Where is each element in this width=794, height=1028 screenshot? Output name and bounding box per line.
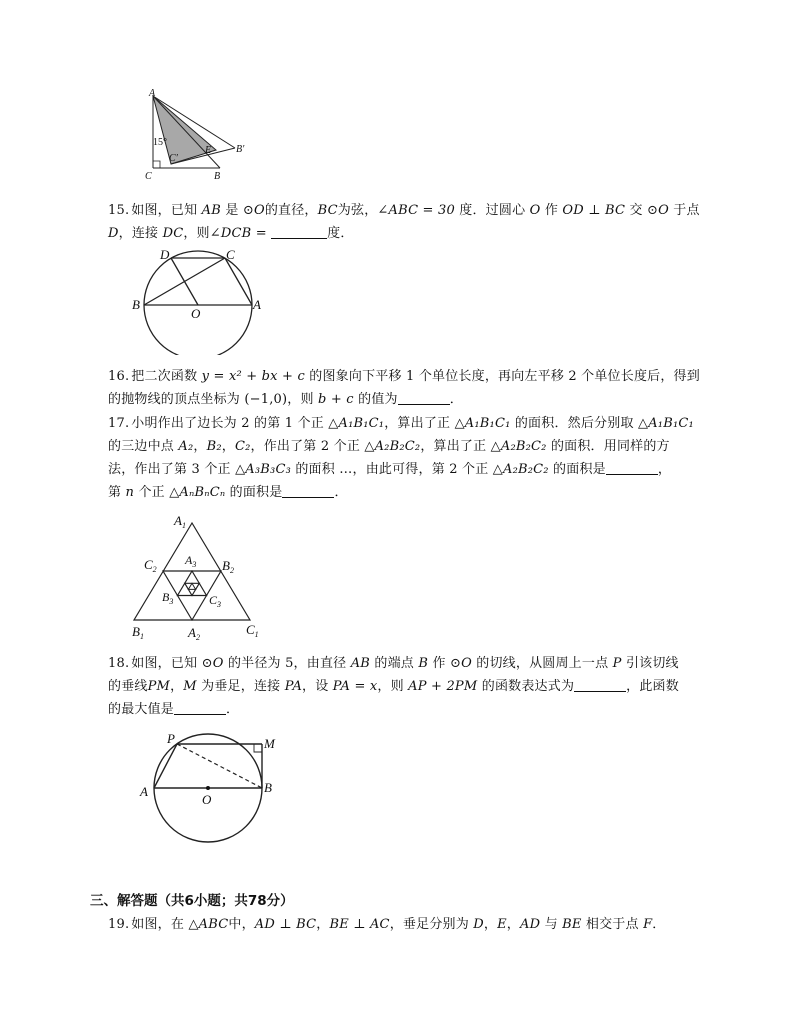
math: ∠DCB =	[209, 226, 267, 241]
label-b: B	[214, 171, 221, 182]
math: AD ⊥ BC	[254, 917, 317, 932]
label-c2: $C_2$	[144, 557, 157, 574]
label-a1: $A_1$	[174, 513, 186, 530]
text: 如图，已知	[131, 656, 198, 671]
math: PA = x	[332, 679, 378, 694]
text: ，算出了正	[420, 439, 487, 454]
label-d: D	[160, 247, 170, 262]
math: OD ⊥ BC	[562, 203, 626, 218]
q14-figure	[138, 86, 258, 182]
question-number: 18.	[108, 656, 130, 671]
answer-blank[interactable]	[398, 390, 450, 405]
math: AB	[201, 203, 221, 218]
label-c: C	[145, 171, 152, 182]
answer-blank[interactable]	[606, 460, 658, 475]
text: ，	[170, 679, 184, 694]
math: DC	[162, 226, 184, 241]
text: ．	[334, 485, 348, 500]
q18-figure	[132, 730, 282, 850]
math: △AₙBₙCₙ	[169, 485, 226, 500]
text: 的三边中点	[108, 439, 175, 454]
right-angle-mark	[254, 744, 262, 752]
label-b: B	[132, 297, 140, 312]
math: A₂	[178, 439, 194, 454]
label-c: C	[226, 247, 235, 262]
text: ．	[226, 702, 240, 717]
text: 法，作出了第 3 个正	[108, 462, 231, 477]
right-angle-mark	[153, 161, 160, 168]
segment-pa	[154, 744, 177, 788]
math: △A₂B₂C₂	[490, 439, 547, 454]
text: ，作出了第 2 个正	[250, 439, 361, 454]
math: BE ⊥ AC	[329, 917, 390, 932]
math: BE	[562, 917, 582, 932]
math: C₂	[234, 439, 251, 454]
math: △A₂B₂C₂	[492, 462, 549, 477]
text: 作	[432, 656, 446, 671]
circle-o	[144, 251, 252, 355]
math: △ABC	[188, 917, 229, 932]
label-c-prime: C′	[169, 153, 178, 164]
answer-blank[interactable]	[574, 677, 626, 692]
math: AP + 2PM	[408, 679, 478, 694]
math: O	[529, 203, 541, 218]
text: 的端点	[374, 656, 414, 671]
text: 为垂足，连接	[201, 679, 281, 694]
text: 如图，在	[131, 917, 185, 932]
label-o: O	[202, 792, 212, 807]
question-number: 15.	[108, 203, 130, 218]
text: 的面积是	[553, 462, 606, 477]
question-18	[108, 652, 708, 721]
math: (−1,0)	[244, 392, 288, 407]
text: 的最大值是	[108, 702, 175, 717]
text: 的图象向下平移 1 个单位长度，再向左平移 2 个单位长度后，得到	[309, 369, 700, 384]
text: ，	[657, 462, 672, 477]
text: ，算出了正	[384, 416, 451, 431]
math: BC	[317, 203, 338, 218]
text: 于点	[673, 203, 700, 218]
label-a2: $A_2$	[188, 625, 200, 642]
math: y = x² + bx + c	[201, 369, 305, 384]
text: 如图，已知	[131, 203, 198, 218]
q17-figure	[126, 512, 276, 644]
question-16	[108, 365, 708, 411]
label-e: E	[205, 145, 212, 156]
question-19	[108, 913, 708, 936]
text: ，连接	[118, 226, 159, 241]
math: ⊙O	[201, 656, 224, 671]
label-o: O	[191, 306, 201, 321]
label-b3: $B_3$	[162, 590, 174, 606]
label-a: A	[149, 88, 156, 99]
math: F	[643, 917, 653, 932]
text: 的面积．然后分别取	[514, 416, 634, 431]
section-heading: 三、解答题（共6小题；共78分）	[90, 893, 294, 909]
text: ，	[316, 917, 330, 932]
text: 的面积 …，由此可得，第 2 个正	[295, 462, 489, 477]
label-a: A	[253, 297, 261, 312]
label-a: A	[140, 784, 148, 799]
text: 是	[225, 203, 239, 218]
text: 与	[544, 917, 558, 932]
label-b-prime: B′	[236, 144, 245, 155]
text: 把二次函数	[131, 369, 198, 384]
text: 的半径为 5，由直径	[227, 656, 347, 671]
math: M	[183, 679, 197, 694]
text: 引该切线	[625, 656, 679, 671]
segment-od	[171, 258, 198, 305]
text: ，	[506, 917, 520, 932]
label-p: P	[167, 731, 175, 746]
label-c3: $C_3$	[209, 593, 222, 609]
text: 为弦，	[337, 203, 378, 218]
math: n	[125, 485, 135, 500]
segment-ca	[225, 258, 252, 305]
math: PA	[284, 679, 303, 694]
label-angle: 15°	[153, 137, 167, 148]
answer-blank[interactable]	[271, 224, 327, 239]
text: 度．	[327, 226, 354, 241]
text: 的抛物线的顶点坐标为	[108, 392, 241, 407]
label-c1: $C_1$	[246, 622, 259, 639]
math: ⊙O	[449, 656, 472, 671]
text: ．	[449, 392, 463, 407]
math: △A₂B₂C₂	[364, 439, 421, 454]
text: 度．过圆心	[459, 203, 526, 218]
label-b: B	[264, 780, 272, 795]
text: ，设	[302, 679, 329, 694]
label-m: M	[264, 736, 275, 751]
text: 的函数表达式为	[481, 679, 575, 694]
text: 的直径，	[264, 203, 318, 218]
math: ⊙O	[647, 203, 669, 218]
math: △A₃B₃C₃	[235, 462, 292, 477]
text: 的垂线	[108, 679, 148, 694]
answer-blank[interactable]	[174, 700, 226, 715]
text: 中，	[228, 917, 255, 932]
math: b + c	[318, 392, 354, 407]
math: P	[612, 656, 622, 671]
dashed-pb	[177, 744, 262, 788]
text: 的值为	[358, 392, 398, 407]
question-number: 16.	[108, 369, 130, 384]
math: AB	[350, 656, 371, 671]
text: ，此函数	[626, 679, 679, 694]
answer-blank[interactable]	[282, 483, 334, 498]
text: 的面积．用同样的方	[550, 439, 670, 454]
text: 作	[544, 203, 559, 218]
math: B	[418, 656, 429, 671]
label-a3: $A_3$	[185, 553, 197, 569]
text: ，则	[287, 392, 314, 407]
math: PM	[147, 679, 171, 694]
center-dot	[206, 786, 210, 790]
text: 相交于点	[585, 917, 639, 932]
text: ，	[483, 917, 498, 932]
label-b1: $B_1$	[132, 624, 144, 641]
math: E	[497, 917, 507, 932]
math: △A₁B₁C₁	[328, 416, 385, 431]
math: ⊙O	[242, 203, 265, 218]
triangle-5	[188, 583, 195, 589]
math: △A₁B₁C₁	[454, 416, 511, 431]
label-b2: $B_2$	[222, 558, 234, 575]
math: ∠ABC = 30	[377, 203, 455, 218]
question-number: 17.	[108, 416, 130, 431]
math: B₂	[206, 439, 222, 454]
text: ，则	[183, 226, 210, 241]
text: 的面积是	[229, 485, 283, 500]
math: △A₁B₁C₁	[638, 416, 694, 431]
text: 的切线，从圆周上一点	[476, 656, 609, 671]
math: AD	[520, 917, 541, 932]
text: 小明作出了边长为 2 的第 1 个正	[131, 416, 324, 431]
text: 第	[108, 485, 122, 500]
text: ．	[652, 917, 666, 932]
question-15	[108, 199, 708, 245]
text: ，垂足分别为	[389, 917, 469, 932]
math: D	[108, 226, 119, 241]
text: 交	[629, 203, 643, 218]
question-17: 17. 小明作出了边长为 2 的第 1 个正 △A₁B₁C₁，算出了正 △A₁B₁C₁ 的面积．然后分别取 △A₁B₁C₁ 的三边中点 A₂，B₂，C₂，作出了第 2 个正 △A₂B₂C₂，算出了正 △A₂B₂C₂ 的面积．用同样的方 法，作出了第 3 个正 △A₃B₃C₃ 的面积 …，由此可得，第 2 个正 △A₂B₂C₂ 的面积是 ， 第 n 个正 △AₙBₙCₙ 的面积是 ．	[108, 416, 694, 500]
math: D	[473, 917, 484, 932]
q15-figure	[128, 245, 268, 355]
question-number: 19.	[108, 917, 130, 932]
text: ，则	[377, 679, 404, 694]
text: 个正	[138, 485, 165, 500]
